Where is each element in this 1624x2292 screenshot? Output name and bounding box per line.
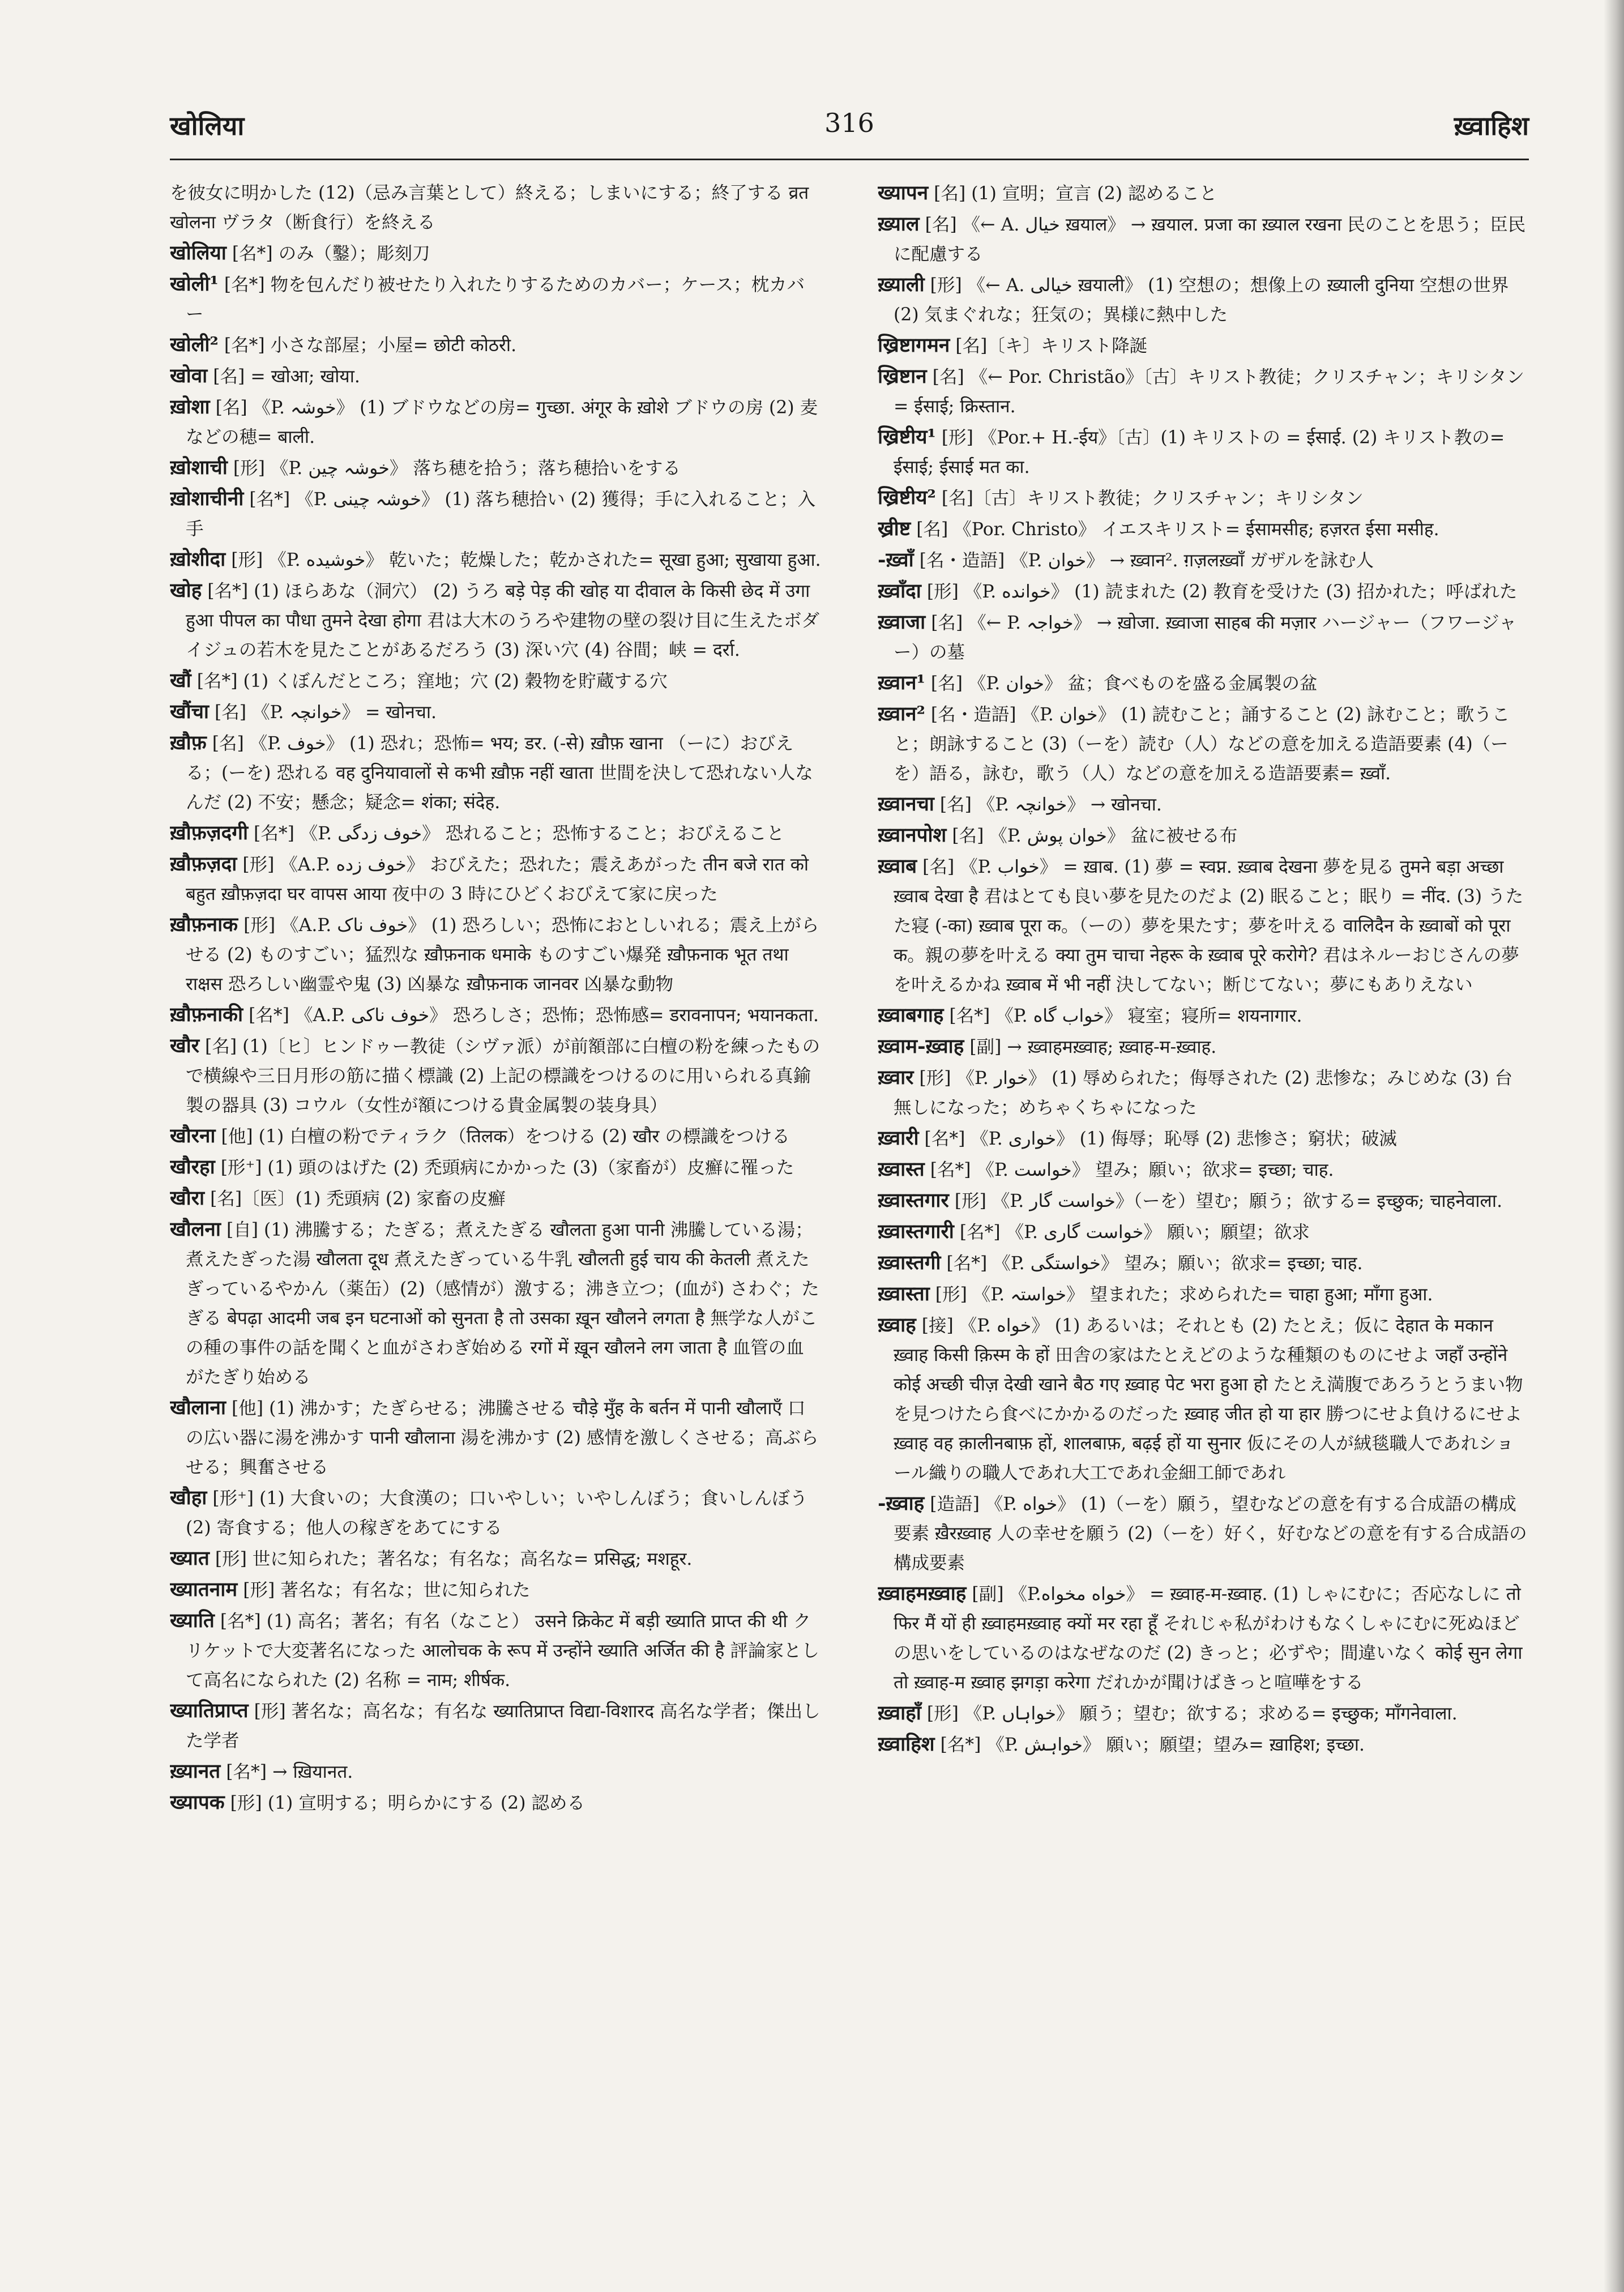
entry-headword: ख़्वाहमख़्वाह: [878, 1582, 967, 1605]
dictionary-entry: [170, 576, 821, 665]
dictionary-entry: [878, 1279, 1529, 1309]
entry-definition: [名*] 《P. خواہش》 願い；願望；望み= ख़ाहिश; इच्छा.: [940, 1735, 1365, 1755]
entry-headword: ख़्वाब: [878, 855, 917, 878]
entry-definition: [形] 著名な；有名な；世に知られた: [243, 1580, 531, 1600]
entry-headword: ख़्वाँदा: [878, 579, 921, 603]
dictionary-entry: [878, 1579, 1529, 1697]
dictionary-entry: [170, 1575, 821, 1605]
page-number: 316: [824, 108, 874, 138]
entry-definition: [名] (1)〔ヒ〕ヒンドゥー教徒（シヴァ派）が前額部に白檀の粉を練ったもので横線や三日月形の筋に描く標識 (2) 上記の標識をつけるのに用いられる真鍮製の器具 (3) コウル（女性が額につける貴金属製の装身具）: [186, 1036, 820, 1116]
dictionary-entry: [170, 330, 821, 360]
entry-headword: खौलना: [170, 1218, 221, 1241]
dictionary-entry: [878, 514, 1529, 544]
dictionary-entry: [170, 1031, 821, 1120]
entry-headword: ख्रिष्टान: [878, 365, 927, 388]
entry-definition: [名・造語] 《P. خوان》 → ख़्वान². ग़ज़लख़्वाँ ガザルを詠む人: [919, 550, 1374, 571]
entry-definition: [形] 《P. خواستہ》 望まれた；求められた= चाहा हुआ; माँगा हुआ.: [935, 1284, 1433, 1305]
entry-headword: ख्रिष्टागमन: [878, 334, 950, 357]
dictionary-entry: [878, 362, 1529, 421]
header-rule: [170, 159, 1529, 160]
dictionary-entry: [878, 668, 1529, 698]
dictionary-entry: [170, 545, 821, 575]
entry-headword: खोली²: [170, 333, 219, 356]
entry-headword: ख़ौफ़नाकी: [170, 1003, 243, 1026]
entry-definition: [名] 《P. خوان پوش》 盆に被せる布: [952, 826, 1238, 846]
entry-headword: ख्रिष्टीय²: [878, 486, 936, 509]
entry-headword: ख़्वाह: [878, 1313, 916, 1337]
dictionary-entry: [878, 1489, 1529, 1578]
entry-definition: [自] (1) 沸騰する；たぎる；煮えたぎる खौलता हुआ पानी 沸騰している湯；煮えたぎった湯 खौलता दूध 煮えたぎっている牛乳 खौलती हुई चाय की केतली 煮えたぎっているやかん（薬缶）(2)（感情が）激する；沸き立つ；(血が) さわぐ；たぎる बेपढ़ा आदमी जब इन घटनाओं को सुनता है तो उसका ख़ून खौलने लगता है 無学な人がこの種の事件の話を聞くと血がさわぎ始める रगों में ख़ून खौलने लग जाता है 血管の血がたぎり始める: [186, 1220, 819, 1388]
entry-definition: [名] 《P. خوان》 盆；食べものを盛る金属製の盆: [930, 673, 1318, 694]
entry-definition: [形] 《A.P. خوف ناک》 (1) 恐ろしい；恐怖におとしいれる；震え上がらせる (2) ものすごい；猛烈な ख़ौफ़नाक धमाके ものすごい爆発 ख़ौफ़नाक भूत तथा राक्षस 恐ろしい幽霊や鬼 (3) 凶暴な ख़ौफ़नाक जानवर 凶暴な動物: [186, 915, 819, 995]
entry-definition: [名*] 《A.P. خوف ناکی》 恐ろしさ；恐怖；恐怖感= डरावनापन; भयानकता.: [249, 1005, 819, 1026]
entry-headword: ख़ोशाचीनी: [170, 487, 244, 510]
entry-definition: [名] 《P. خوانچہ》 = खोनचा.: [215, 702, 437, 723]
entry-definition: [名] 《P. خواب》 = ख़ाब. (1) 夢 = स्वप्न. ख़्वाब देखना 夢を見る तुमने बड़ा अच्छा ख़्वाब देखा है 君はとても良い夢を見たのだよ (2) 眠ること；眠り = नींद. (3) うたた寝 (-का) ख़्वाब पूरा क。（ーの）夢を果たす；夢を叶える वालिदैन के ख़्वाबों को पूरा क。親の夢を叶える क्या तुम चाचा नेहरू के ख़्वाब पूरे करोगे? 君はネルーおじさんの夢を叶えるかね ख़्वाब में भी नहीं 決してない；断じてない；夢にもありえない: [894, 857, 1524, 995]
entry-headword: ख़्याल: [878, 212, 920, 236]
entry-headword: ख्यापक: [170, 1791, 225, 1814]
dictionary-entry: [878, 1698, 1529, 1728]
entry-definition: [形] 《A.P. خوف زده》 おびえた；恐れた；震えあがった तीन बजे रात को बहुत ख़ौफ़ज़दा घर वापस आया 夜中の 3 時にひどくおびえて家に戻った: [186, 855, 809, 904]
dictionary-entry: [170, 1121, 821, 1151]
entry-definition: [造語] 《P. خواه》 (1)（ーを）願う，望むなどの意を有する合成語の構成要素 ख़ैरख़्वाह 人の幸せを願う (2)（ーを）好く，好むなどの意を有する合成語の構成要素: [894, 1494, 1527, 1573]
page-edge-shadow: [1604, 0, 1624, 2292]
dictionary-entry: [878, 483, 1529, 513]
entry-definition: [接] 《P. خواه》 (1) あるいは；それとも (2) たとえ；仮に देहात के मकान ख़्वाह किसी क़िस्म के हों 田舎の家はたとえどのような種類のものにせよ जहाँ उन्होंने कोई अच्छी चीज़ देखी खाने बैठ गए ख़्वाह पेट भरा हुआ हो たとえ満腹であろうとうまい物を見つけたら食べにかかるのだった ख़्वाह जीत हो या हार 勝つにせよ負けるにせよ ख़्वाह वह क़ालीनबाफ़ हों, शालबाफ़, बढ़ई हों या सुनार 仮にその人が絨毯職人であれショール織りの職人であれ大工であれ金細工師であれ: [894, 1316, 1523, 1483]
entry-headword: ख्यातनाम: [170, 1578, 238, 1601]
entry-definition: [名*] 《P. خوشہ چینی》 (1) 落ち穂拾い (2) 獲得；手に入れること；入手: [186, 489, 816, 539]
entry-headword: ख़्याली: [878, 273, 925, 296]
entry-definition: [名]〔古〕キリスト教徒；クリスチャン；キリシタン: [941, 488, 1364, 509]
entry-definition: [名*] (1) くぼんだところ；窪地；穴 (2) 穀物を貯蔵する穴: [196, 671, 668, 692]
entry-definition: [名] 《Por. Christo》 イエスキリスト= ईसामसीह; हज़रत ईसा मसीह.: [916, 519, 1439, 540]
dictionary-entry: [170, 910, 821, 999]
dictionary-entry: [878, 1063, 1529, 1122]
entry-definition: [名*] (1) 高名；著名；有名（なこと） उसने क्रिकेट में बड़ी ख्याति प्राप्त की थी クリケットで大変著名になった आलोचक के रूप में उन्होंने ख्याति अर्जित की है 評論家として高名になられた (2) 名称 = नाम; शीर्षक.: [186, 1611, 819, 1691]
entry-headword: ख़्वार: [878, 1066, 914, 1089]
entry-headword: ख़्वारी: [878, 1126, 919, 1150]
entry-definition: [名] 《← Por. Christão》〔古〕キリスト教徒；クリスチャン；キリシタン= ईसाई; क्रिस्तान.: [894, 367, 1524, 417]
entry-headword: ख़्वाहिश: [878, 1732, 935, 1756]
entry-headword: ख़्वास्तगी: [878, 1251, 941, 1274]
dictionary-entry: [878, 1001, 1529, 1031]
header-left-headword: खोलिया: [170, 110, 245, 141]
entry-headword: ख्रीष्ट: [878, 517, 911, 540]
entry-headword: ख़्वास्ता: [878, 1282, 930, 1305]
entry-definition: [形] 《P. خوانده》 (1) 読まれた (2) 教育を受けた (3) 招かれた；呼ばれた: [926, 582, 1518, 602]
dictionary-entry: [878, 1124, 1529, 1154]
entry-headword: ख़ोशा: [170, 395, 210, 419]
entry-headword: खौंचा: [170, 700, 209, 723]
entry-headword: खौहा: [170, 1486, 207, 1509]
dictionary-entry: [170, 270, 821, 329]
entry-definition: [名*] (1) ほらあな（洞穴） (2) うろ बड़े पेड़ की खोह या दीवाल के किसी छेद में उगा हुआ पीपल का पौधा तुमने देखा होगा 君は大木のうろや建物の壁の裂け目に生えたボダイジュの若木を見たことがあるだろう (3) 深い穴 (4) 谷間；峡 = दर्रा.: [186, 581, 819, 660]
dictionary-entry: [170, 453, 821, 483]
entry-definition: [形] 著名な；高名な；有名な ख्यातिप्राप्त विद्या-विशारद 高名な学者；傑出した学者: [186, 1701, 820, 1751]
entry-headword: ख्यापन: [878, 181, 929, 204]
entry-definition: [名] 《← P. خواجہ》 → ख़ोजा. ख़्वाजा साहब की मज़ार ハージャー（フワージャー）の墓: [894, 613, 1517, 663]
entry-headword: खोवा: [170, 364, 208, 387]
dictionary-entry: [170, 361, 821, 391]
entry-definition: [名]〔キ〕キリスト降誕: [955, 336, 1148, 356]
entry-definition: [名*] 物を包んだり被せたり入れたりするためのカバー；ケース；枕カバー: [186, 275, 805, 325]
entry-headword: खोलिया: [170, 241, 226, 264]
entry-definition: [副] 《P.خواه مخواه》 = ख़्वाह-म-ख़्वाह. (1) しゃにむに；否応なしに तो फिर मैं यों ही ख़्वाहमख़्वाह क्यों मर रहा हूँ それじゃ私がわけもなくしゃにむに死ぬほどの思いをしているのはなぜなのだ (2) きっと；必ずや；間違いなく कोई सुन लेगा तो ख़्वाह-म ख़्वाह झगड़ा करेगा だれかが聞けばきっと喧嘩をする: [894, 1584, 1523, 1693]
entry-headword: ख़्वाम-ख़्वाह: [878, 1035, 964, 1058]
dictionary-entry: [878, 577, 1529, 607]
entry-headword: ख़ौफ़ज़दा: [170, 852, 237, 876]
dictionary-entry: [170, 818, 821, 848]
dictionary-entry: [878, 699, 1529, 788]
entry-headword: ख़ोशाची: [170, 456, 228, 479]
entry-definition: [名*] → ख़ियानत.: [226, 1762, 353, 1782]
entry-definition: [形] (1) 宣明する；明らかにする (2) 認める: [230, 1793, 585, 1813]
entry-definition: [形⁺] (1) 大食いの；大食漢の；口いやしい；いやしんぼう；食いしんぼう (2) 寄食する；他人の稼ぎをあてにする: [186, 1488, 808, 1538]
dictionary-entry: [170, 1696, 821, 1756]
entry-headword: ख़्यानत: [170, 1760, 221, 1783]
dictionary-entry: [878, 331, 1529, 361]
dictionary-entry: [170, 1757, 821, 1787]
entry-definition: [形] 《Por.+ H.-ईय》〔古〕(1) キリストの = ईसाई. (2) キリスト教の= ईसाई; ईसाई मत का.: [894, 428, 1505, 477]
entry-definition: [形] 《← A. خیالی ख़याली》 (1) 空想の；想像上の ख़्याली दुनिया 空想の世界 (2) 気まぐれな；狂気の；異様に熱中した: [894, 275, 1509, 325]
entry-headword: खोह: [170, 579, 202, 602]
dictionary-entry: [878, 1248, 1529, 1278]
entry-headword: ख़्वास्तगार: [878, 1189, 949, 1212]
entry-definition: [形] 《P. خواہاں》 願う；望む；欲する；求める= इच्छुक; माँगनेवाला.: [926, 1704, 1458, 1724]
entry-definition: [名*] 《P. خواری》 (1) 侮辱；恥辱 (2) 悲惨さ；窮状；破滅: [924, 1129, 1397, 1149]
entry-definition: [名*] 《P. خواست》 望み；願い；欲求= इच्छा; चाह.: [930, 1160, 1334, 1180]
dictionary-entry: [878, 545, 1529, 575]
entry-headword: ख़्वानपोश: [878, 823, 947, 847]
entry-definition: [名*] 《P. خواست گاری》 願い；願望；欲求: [959, 1222, 1310, 1243]
entry-headword: खौरहा: [170, 1155, 215, 1179]
header-right-headword: ख़्वाहिश: [1454, 110, 1529, 141]
entry-headword: ख़ौफ़ज़दगी: [170, 821, 249, 844]
dictionary-entry: [878, 821, 1529, 851]
dictionary-entry: [170, 666, 821, 696]
entry-headword: -ख़्वाँ: [878, 548, 914, 571]
entry-definition: [名] (1) 宣明；宣言 (2) 認めること: [934, 183, 1217, 204]
entry-headword: ख़्वाबगाह: [878, 1004, 944, 1027]
dictionary-entry: [170, 178, 821, 237]
entry-definition: [形] 世に知られた；著名な；有名な；高名な= प्रसिद्ध; मशहूर.: [215, 1549, 693, 1569]
dictionary-entry: [170, 484, 821, 544]
dictionary-entry: [878, 789, 1529, 820]
entry-headword: ख्यात: [170, 1547, 210, 1570]
dictionary-entry: [170, 1184, 821, 1214]
dictionary-entry: [878, 1032, 1529, 1062]
dictionary-entry: [878, 1311, 1529, 1488]
entry-headword: ख़्वास्तगारी: [878, 1220, 954, 1243]
dictionary-entry: [170, 1000, 821, 1030]
entry-headword: खौरा: [170, 1186, 205, 1210]
entry-headword: ख़्वास्त: [878, 1158, 925, 1181]
entry-headword: ख़्वाजा: [878, 611, 926, 634]
dictionary-entry: [170, 1483, 821, 1543]
entry-headword: ख़ौफ़नाक: [170, 913, 238, 936]
entry-headword: ख्रिष्टीय¹: [878, 425, 936, 449]
entry-headword: खोली¹: [170, 272, 219, 296]
entry-definition: [形] 《P. خوشیده》 乾いた；乾燥した；乾かされた= सूखा हुआ; सुखाया हुआ.: [231, 550, 821, 570]
entry-definition: [名] 《P. خوانچہ》 → खोनचा.: [939, 795, 1162, 815]
right-column: [878, 178, 1529, 2246]
entry-definition: [名*] 《P. خوف زدگی》 恐れること；恐怖すること；おびえること: [254, 823, 785, 844]
dictionary-entry: [878, 1730, 1529, 1760]
dictionary-entry: [170, 728, 821, 817]
dictionary-entry: [170, 1788, 821, 1818]
dictionary-entry: [878, 422, 1529, 482]
dictionary-entry: [170, 850, 821, 909]
dictionary-entry: [878, 178, 1529, 208]
dictionary-entry: [170, 1393, 821, 1482]
entry-headword: खौरना: [170, 1124, 216, 1147]
entry-definition: [形] 《P. خوار》 (1) 辱められた；侮辱された (2) 悲惨な；みじめな (3) 台無しになった；めちゃくちゃになった: [894, 1068, 1513, 1118]
dictionary-entry: [170, 1544, 821, 1574]
dictionary-entry: [170, 1153, 821, 1183]
dictionary-entry: [878, 852, 1529, 1000]
dictionary-entry: [170, 238, 821, 268]
entry-definition: [名*] 小さな部屋；小屋= छोटी कोठरी.: [224, 335, 517, 356]
page-header: [170, 108, 1529, 147]
entry-definition: [他] (1) 白檀の粉でティラク（तिलक）をつける (2) खौर の標識をつける: [221, 1126, 790, 1147]
dictionary-entry: [170, 1215, 821, 1392]
entry-headword: ख्यातिप्राप्त: [170, 1699, 249, 1722]
entry-definition: [名・造語] 《P. خوان》 (1) 読むこと；誦すること (2) 詠むこと；歌うこと；朗詠すること (3)（ーを）読む（人）などの意を加える造語要素 (4)（ーを）語る，詠む，歌う（人）などの意を加える造語要素= ख़्वाँ.: [894, 705, 1510, 784]
entry-headword: ख़्वाहाँ: [878, 1701, 921, 1725]
entry-definition: [形⁺] (1) 頭のはげた (2) 禿頭病にかかった (3)（家畜が）皮癬に罹った: [220, 1158, 794, 1178]
entry-headword: ख़ौफ़: [170, 731, 207, 754]
entry-headword: खौं: [170, 669, 191, 692]
dictionary-entry: [170, 392, 821, 452]
left-column: [170, 178, 821, 2246]
entry-headword: ख़्वानचा: [878, 792, 934, 816]
entry-headword: खौलाना: [170, 1396, 226, 1419]
entry-definition: [形] 《P. خواست گار》（ーを）望む；願う；欲する= इच्छुक; चाहनेवाला.: [954, 1191, 1503, 1211]
entry-definition: [名*] のみ（鑿）；彫刻刀: [232, 244, 430, 264]
entry-definition: [他] (1) 沸かす；たぎらせる；沸騰させる चौड़े मुँह के बर्तन में पानी खौलाएँ 口の広い器に湯を沸かす पानी खौलाना 湯を沸かす (2) 感情を激しくさせる；高ぶらせる；興奮させる: [186, 1398, 819, 1478]
dictionary-entry: [878, 1217, 1529, 1247]
entry-definition: [名*] 《P. خواستگی》 望み；願い；欲求= इच्छा; चाह.: [946, 1253, 1363, 1274]
dictionary-entry: [878, 270, 1529, 330]
dictionary-entry: [878, 1186, 1529, 1216]
entry-headword: ख़ोशीदा: [170, 548, 226, 571]
entry-definition: を彼女に明かした (12)（忌み言葉として）終える；しまいにする；終了する व्रत खोलना ヴラタ（断食行）を終える: [170, 183, 809, 233]
dictionary-entry: [878, 608, 1529, 667]
entry-definition: [名] = खोआ; खोया.: [213, 366, 360, 387]
entry-definition: [名*] 《P. خواب گاه》 寝室；寝所= शयनागार.: [949, 1006, 1302, 1026]
entry-definition: [名] 《P. خوف》 (1) 恐れ；恐怖= भय; डर. (-से) ख़ौफ़ खाना （ーに）おびえる；(ーを) 恐れる वह दुनियावालों से कभी ख़ौफ़ नहीं खाता 世間を決して恐れない人なんだ (2) 不安；懸念；疑念= शंका; संदेह.: [186, 733, 813, 813]
entry-definition: [名]〔医〕(1) 禿頭病 (2) 家畜の皮癬: [210, 1189, 506, 1209]
entry-headword: ख़्वान²: [878, 702, 925, 725]
entry-definition: [名] 《← A. خیال ख़याल》 → ख़याल. प्रजा का ख़्याल रखना 民のことを思う；臣民に配慮する: [894, 215, 1526, 264]
entry-headword: -ख़्वाह: [878, 1492, 925, 1515]
entry-definition: [名] 《P. خوشہ》 (1) ブドウなどの房= गुच्छा. अंगूर के ख़ोशे ブドウの房 (2) 麦などの穂= बाली.: [186, 398, 818, 447]
entry-headword: खौर: [170, 1034, 200, 1057]
dictionary-entry: [170, 697, 821, 727]
dictionary-entry: [878, 210, 1529, 269]
entry-definition: [副] → ख़्वाहमख़्वाह; ख़्वाह-म-ख़्वाह.: [969, 1037, 1217, 1057]
entry-headword: ख्याति: [170, 1609, 215, 1632]
dictionary-entry: [170, 1606, 821, 1695]
dictionary-entry: [878, 1155, 1529, 1185]
entry-headword: ख़्वान¹: [878, 671, 925, 694]
entry-definition: [形] 《P. خوشہ چین》 落ち穂を拾う；落ち穂拾いをする: [233, 458, 681, 479]
